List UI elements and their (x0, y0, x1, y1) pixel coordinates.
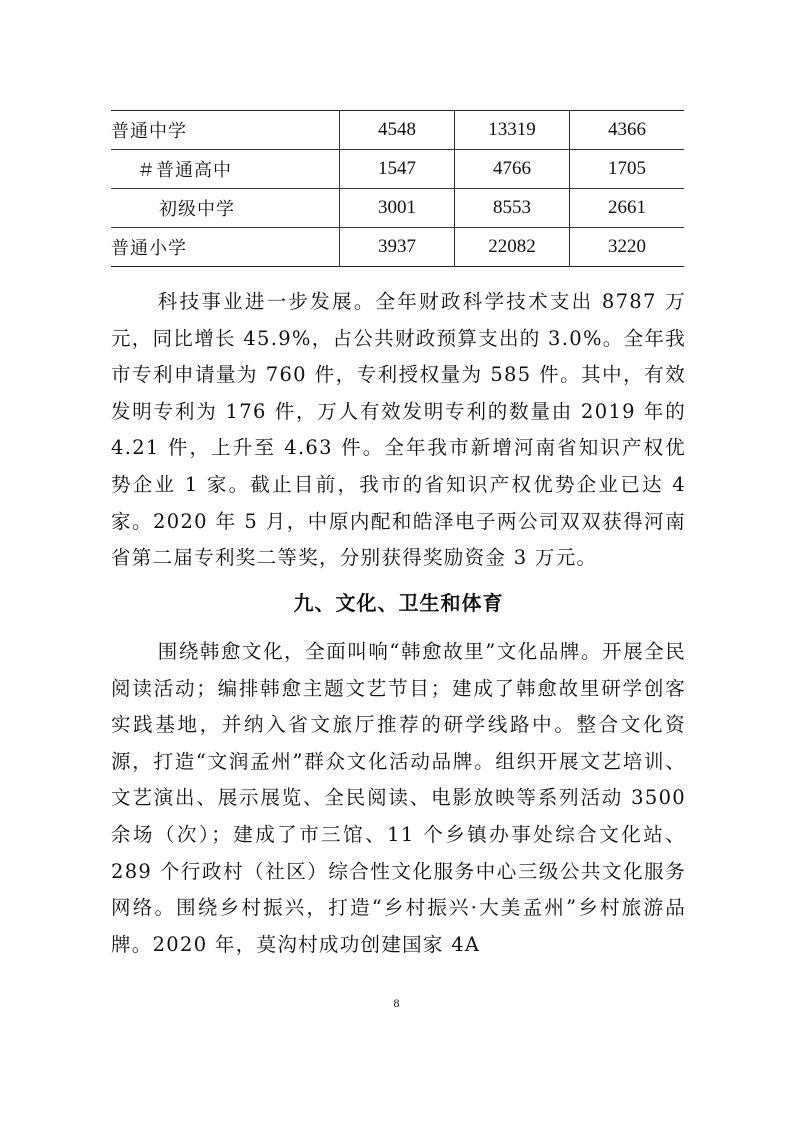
table-cell: 4366 (570, 111, 685, 150)
table-cell: 22082 (455, 228, 570, 267)
table-cell: 3220 (570, 228, 685, 267)
table-cell: 1705 (570, 150, 685, 189)
row-label: 普通小学 (111, 228, 340, 267)
table-row (111, 150, 684, 189)
table-cell: 3937 (340, 228, 455, 267)
row-label: 初级中学 (111, 189, 340, 228)
school-statistics-table (111, 110, 684, 267)
statistics-table-wrapper (111, 110, 681, 267)
table-cell: 13319 (455, 111, 570, 150)
science-paragraph: 科技事业进一步发展。全年财政科学技术支出 8787 万元，同比增长 45.9%，占公共财政预算支出的 3.0%。全年我市专利申请量为 760 件，专利授权量为 585 件。其中，有效发明专利为 176 件，万人有效发明专利的数量由 2019 年的 4.21 件，上升至 4.63 件。全年我市新增河南省知识产权优势企业 1 家。截止目前，我市的省知识产权优势企业已达 4 家。2020 年 5 月，中原内配和皓泽电子两公司双双获得河南省第二届专利奖二等奖，分别获得奖励资金 3 万元。 (111, 290, 686, 570)
table-cell: 4766 (455, 150, 570, 189)
table-cell: 3001 (340, 189, 455, 228)
culture-paragraph: 围绕韩愈文化，全面叫响“韩愈故里”文化品牌。开展全民阅读活动；编排韩愈主题文艺节目；建成了韩愈故里研学创客实践基地，并纳入省文旅厅推荐的研学线路中。整合文化资源，打造“文润孟州”群众文化活动品牌。组织开展文艺培训、文艺演出、展示展览、全民阅读、电影放映等系列活动 3500 余场（次）；建成了市三馆、11 个乡镇办事处综合文化站、289 个行政村（社区）综合性文化服务中心三级公共文化服务网络。围绕乡村振兴，打造“乡村振兴·大美孟州”乡村旅游品牌。2020 年，莫沟村成功创建国家 4A (111, 640, 686, 956)
page-number: 8 (393, 996, 400, 1010)
section-heading: 九、文化、卫生和体育 (293, 591, 504, 615)
table-row (111, 228, 684, 267)
table-row (111, 189, 684, 228)
row-label: 普通中学 (111, 111, 340, 150)
table-cell: 2661 (570, 189, 685, 228)
table-row (111, 111, 684, 150)
row-label: ＃普通高中 (111, 150, 340, 189)
table-cell: 4548 (340, 111, 455, 150)
table-cell: 1547 (340, 150, 455, 189)
table-cell: 8553 (455, 189, 570, 228)
